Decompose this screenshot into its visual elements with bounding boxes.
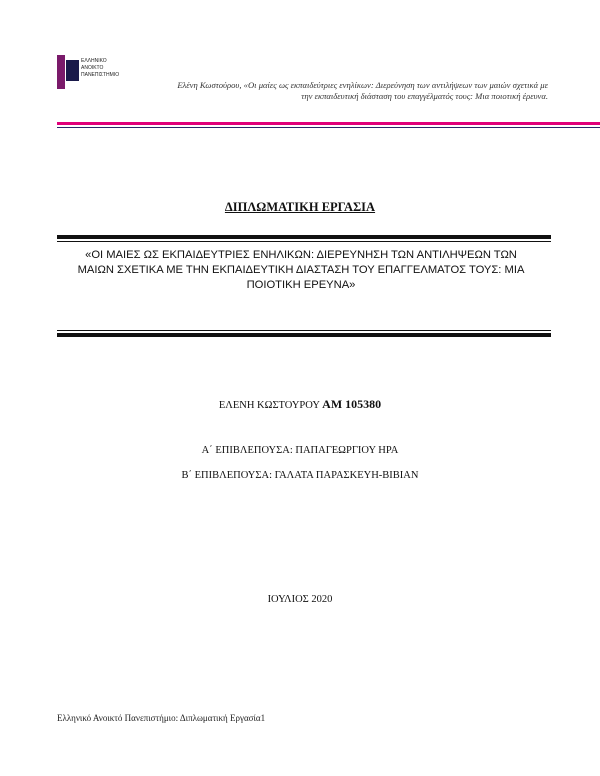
student-id: ΑΜ 105380 xyxy=(322,397,382,411)
title-bottom-rule-thick xyxy=(57,333,551,337)
logo-text xyxy=(81,58,119,79)
author-name: ΕΛΕΝΗ ΚΩΣΤΟΥΡΟΥ xyxy=(218,400,320,411)
document-type-heading: ΔΙΠΛΩΜΑΤΙΚΗ ΕΡΓΑΣΙΑ xyxy=(224,200,376,214)
first-supervisor: Α΄ ΕΠΙΒΛΕΠΟΥΣΑ: ΠΑΠΑΓΕΩΡΓΙΟΥ ΗΡΑ xyxy=(201,445,399,456)
page-footer: Ελληνικό Ανοικτό Πανεπιστήμιο: Διπλωματική Εργασία1 xyxy=(57,713,266,723)
title-top-rule-thick xyxy=(57,235,551,239)
running-header-line-2: την εκπαιδευτική διάσταση του επαγγέλματός τους: Μια ποιοτική έρευνα. xyxy=(301,91,548,101)
running-header-line-1: Ελένη Κωστούρου, «Οι μαίες ως εκπαιδεύτριες ενηλίκων: Διερεύνηση των αντιλήψεων των μαιών σχετικά με xyxy=(177,80,548,90)
logo-line-2: ΑΝΟΙΚΤΟ xyxy=(81,65,104,71)
logo-line-1: ΕΛΛΗΝΙΚΟ xyxy=(81,58,107,64)
thesis-title-line-2: ΜΑΙΩΝ ΣΧΕΤΙΚΑ ΜΕ ΤΗΝ ΕΚΠΑΙΔΕΥΤΙΚΗ ΔΙΑΣΤΑΣΗ ΤΟΥ ΕΠΑΓΓΕΛΜΑΤΟΣ ΤΟΥΣ: ΜΙΑ xyxy=(77,264,525,276)
author-line xyxy=(0,397,600,412)
logo-line-3: ΠΑΝΕΠΙΣΤΗΜΙΟ xyxy=(81,72,120,78)
header-rule-pink xyxy=(57,122,600,125)
university-logo xyxy=(57,55,120,93)
title-bottom-rule-thin xyxy=(57,330,551,331)
header-rule-navy xyxy=(57,127,600,128)
thesis-title-line-1: «ΟΙ ΜΑΙΕΣ ΩΣ ΕΚΠΑΙΔΕΥΤΡΙΕΣ ΕΝΗΛΙΚΩΝ: ΔΙΕΡΕΥΝΗΣΗ ΤΩΝ ΑΝΤΙΛΗΨΕΩΝ ΤΩΝ xyxy=(85,249,517,261)
thesis-title xyxy=(62,248,540,293)
running-header xyxy=(118,80,548,102)
logo-box-shape xyxy=(66,60,79,81)
submission-date: ΙΟΥΛΙΟΣ 2020 xyxy=(267,594,333,605)
title-top-rule-thin xyxy=(57,241,551,242)
thesis-title-line-3: ΠΟΙΟΤΙΚΗ ΕΡΕΥΝΑ» xyxy=(246,279,356,291)
logo-bar-shape xyxy=(57,55,65,89)
second-supervisor: Β΄ ΕΠΙΒΛΕΠΟΥΣΑ: ΓΑΛΑΤΑ ΠΑΡΑΣΚΕΥΗ-ΒΙΒΙΑΝ xyxy=(181,470,419,481)
